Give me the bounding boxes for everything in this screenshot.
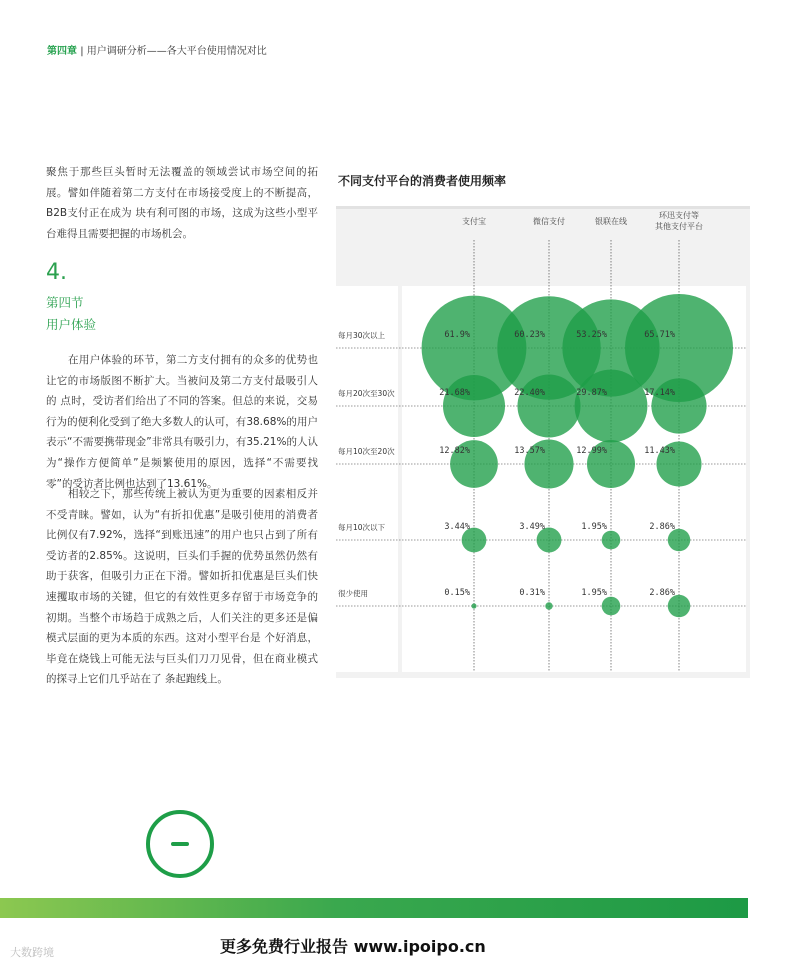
intro-paragraph: 聚焦于那些巨头暂时无法覆盖的领域尝试市场空间的拓展。譬如伴随着第二方支付在市场接受度上的不断提高，B2B支付正在成为 块有利可图的市场，这成为这些小型平台难得且需要把握的市场机会。 — [46, 166, 318, 240]
frequency-label-1: 每月20次至30次 — [338, 389, 395, 398]
data-label-1-1: 22.40% — [514, 388, 545, 398]
chart-top-rule — [336, 206, 750, 209]
footer-green-band — [0, 898, 748, 918]
data-label-2-4: 1.95% — [581, 588, 607, 598]
bubble-2-4 — [602, 597, 621, 616]
data-label-1-2: 13.57% — [514, 446, 545, 456]
chart-row-label-area — [336, 286, 398, 672]
page-header — [47, 42, 267, 57]
watermark-text: 大数跨境 — [10, 946, 54, 959]
category-header-0: 支付宝 — [462, 217, 486, 226]
data-label-2-2: 12.99% — [576, 446, 607, 456]
footer-ad-text: 更多免费行业报告 www.ipoipo.cn — [220, 937, 486, 956]
category-header-3: 环迅支付等 — [659, 211, 699, 220]
data-label-1-0: 60.23% — [514, 330, 545, 340]
data-label-0-0: 61.9% — [444, 330, 470, 340]
header-subtitle: 用户调研分析——各大平台使用情况对比 — [86, 46, 267, 57]
data-label-0-4: 0.15% — [444, 588, 470, 598]
category-header-2: 银联在线 — [595, 217, 627, 226]
section-heading — [46, 292, 96, 336]
header-separator: | — [80, 46, 84, 57]
data-label-0-1: 21.68% — [439, 388, 470, 398]
frequency-label-4: 很少使用 — [338, 589, 368, 598]
chart-title: 不同支付平台的消费者使用频率 — [338, 174, 507, 188]
section-title: 用户体验 — [46, 317, 97, 332]
data-label-0-3: 3.44% — [444, 522, 470, 532]
body-paragraph-2: 相较之下，那些传统上被认为更为重要的因素相反并不受青睐。譬如，认为“有折扣优惠”是吸引使用的消费者比例仅有7.92%，选择“到账迅速”的用户也只占到了所有受访者的2.85%。这说明，巨头们手握的优势虽然仍然有助于获客，但吸引力正在下滑。譬如折扣优惠是巨头们快速攫取市场的关键，但它的有效性更多存留于市场竞争的初期。当整个市场趋于成熟之后，人们关注的更多还是偏模式层面的更为本质的东西。这对小型平台是 个好消息，毕竟在烧钱上可能无法与巨头们刀刀见骨，但在商业模式的探寻上它们几乎站在了 条起跑线上。 — [46, 488, 318, 686]
bubble-2-3 — [602, 531, 621, 550]
bubble-3-1 — [651, 378, 706, 433]
data-label-2-0: 53.25% — [576, 330, 607, 340]
frequency-label-3: 每月10次以下 — [338, 523, 386, 532]
category-header-1: 微信支付 — [533, 217, 565, 226]
frequency-label-0: 每月30次以上 — [338, 331, 386, 340]
chapter-label: 第四章 — [47, 46, 77, 57]
data-label-3-2: 11.43% — [644, 446, 675, 456]
frequency-label-2: 每月10次至20次 — [338, 447, 395, 456]
bubble-0-4 — [471, 603, 476, 608]
data-label-1-4: 0.31% — [519, 588, 545, 598]
section-label: 第四节 — [46, 295, 84, 310]
data-label-3-4: 2.86% — [649, 588, 675, 598]
page-indicator-ring-icon — [146, 810, 214, 878]
bubble-0-1 — [443, 375, 505, 437]
category-header-3: 其他支付平台 — [655, 222, 703, 231]
bubble-chart — [336, 200, 750, 678]
bubble-3-3 — [668, 529, 691, 552]
section-number: 4. — [46, 260, 67, 285]
data-label-2-1: 29.87% — [576, 388, 607, 398]
data-label-1-3: 3.49% — [519, 522, 545, 532]
data-label-3-0: 65.71% — [644, 330, 675, 340]
bubble-3-4 — [668, 595, 691, 618]
minus-icon — [171, 842, 189, 846]
data-label-2-3: 1.95% — [581, 522, 607, 532]
bubble-1-4 — [545, 602, 552, 609]
bubble-1-1 — [517, 374, 580, 437]
data-label-0-2: 12.82% — [439, 446, 470, 456]
body-paragraph-1: 在用户体验的环节，第二方支付拥有的众多的优势也让它的市场版图不断扩大。当被问及第二方支付最吸引人的 点时，受访者们给出了不同的答案。但总的来说，交易行为的便利化受到了绝大多数人的认可，有38.68%的用户表示“不需要携带现金”非常具有吸引力，有35.21%的人认为“操作方便简单”是频繁使用的原因，选择“不需要找零”的受访者比例也达到了13.61%。 — [46, 354, 318, 490]
data-label-3-1: 17.14% — [644, 388, 675, 398]
data-label-3-3: 2.86% — [649, 522, 675, 532]
